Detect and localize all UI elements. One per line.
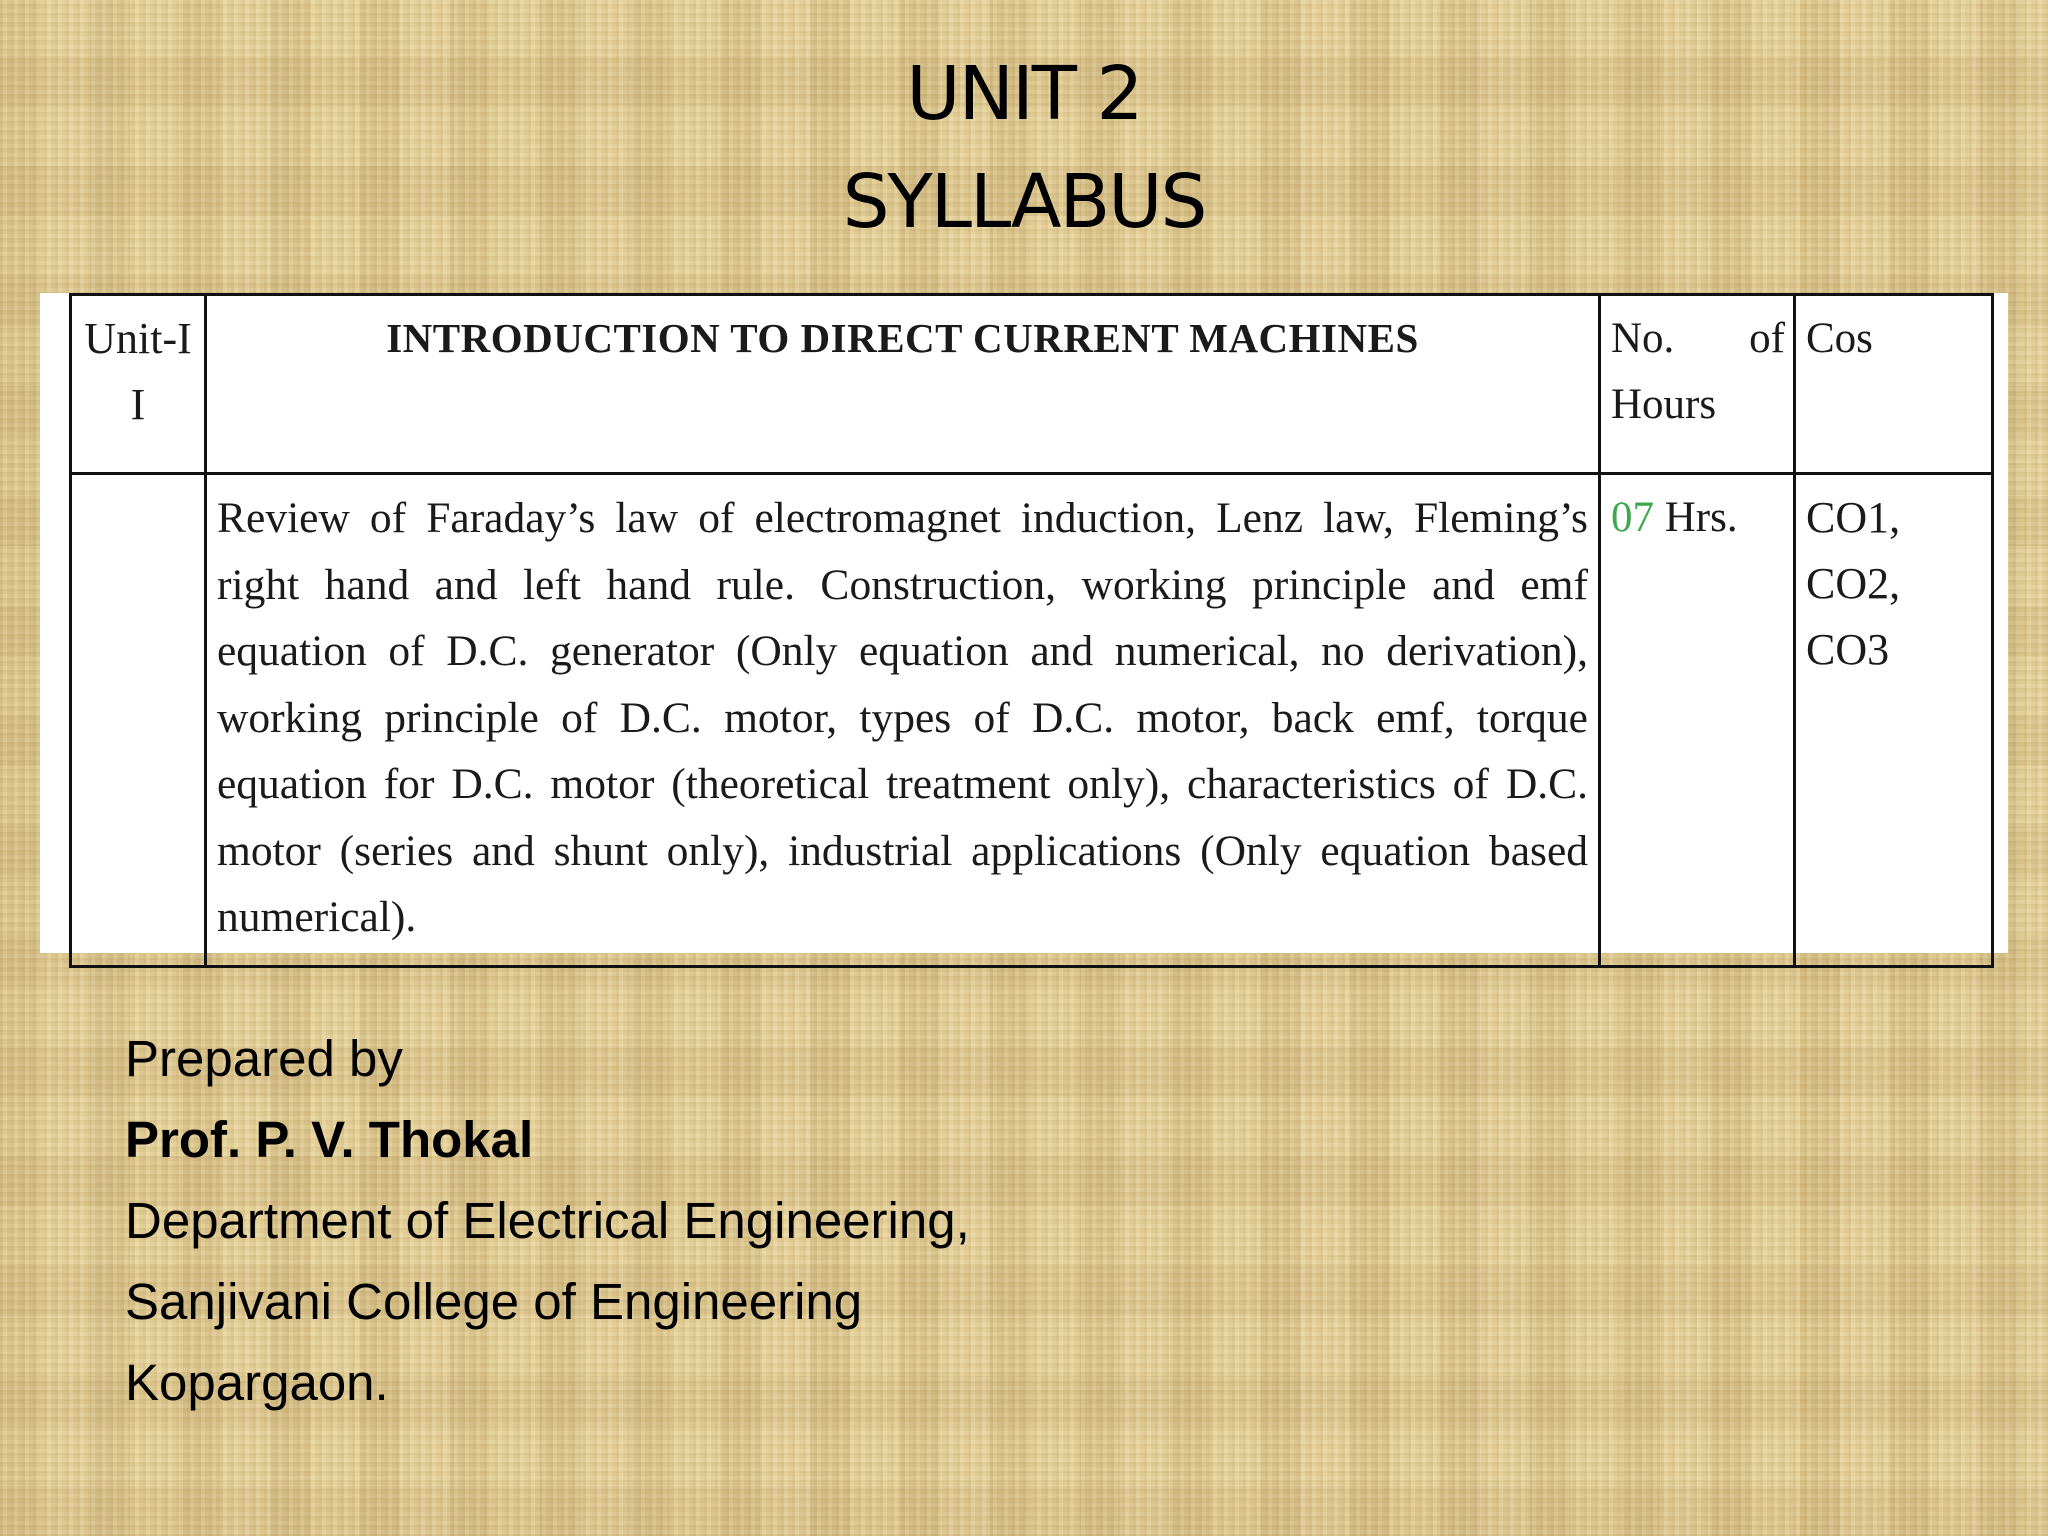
college-name: Sanjivani College of Engineering <box>125 1273 863 1330</box>
row-cos-item: CO3 <box>1806 625 1890 674</box>
header-hours-cell <box>1600 295 1795 474</box>
header-topic-cell <box>206 295 1600 474</box>
header-unit-label: Unit-II <box>84 314 192 429</box>
row-topic-cell <box>206 474 1600 967</box>
city-name: Kopargaon. <box>125 1354 389 1411</box>
slide-title <box>0 40 2048 256</box>
row-topic-text: Review of Faraday’s law of electromagnet induction, Lenz law, Fleming’s right hand and left hand rule. Construction, working principle and emf equation of D.C. generator (Only equation and numerical, no derivation), working principle of D.C. motor, types of D.C. motor, back emf, torque equation for D.C. motor (theoretical treatment only), characteristics of D.C. motor (series and shunt only), industrial applications (Only equation based numerical). <box>217 494 1588 941</box>
header-hours-line1: No. of <box>1611 315 1785 362</box>
header-hours-line2: Hours <box>1611 381 1717 428</box>
header-unit-cell <box>71 295 206 474</box>
header-topic-label: INTRODUCTION TO DIRECT CURRENT MACHINES <box>386 315 1419 361</box>
department-name: Department of Electrical Engineering, <box>125 1192 970 1249</box>
row-unit-cell <box>71 474 206 967</box>
title-line-unit: UNIT 2 <box>906 51 1142 137</box>
row-hours-cell <box>1600 474 1795 967</box>
header-cos-label: Cos <box>1806 315 1873 362</box>
author-name: Prof. P. V. Thokal <box>125 1111 534 1168</box>
row-hours-unit: Hrs. <box>1654 494 1738 541</box>
header-cos-cell <box>1795 295 1993 474</box>
syllabus-table-image <box>40 293 2008 953</box>
table-header-row <box>71 295 1993 474</box>
credits-block <box>125 1018 970 1423</box>
syllabus-table <box>69 293 1994 968</box>
row-cos-cell <box>1795 474 1993 967</box>
title-line-syllabus: SYLLABUS <box>842 159 1206 245</box>
table-row <box>71 474 1993 967</box>
row-cos-item: CO1, <box>1806 493 1901 542</box>
row-cos-item: CO2, <box>1806 559 1901 608</box>
prepared-by-label: Prepared by <box>125 1030 403 1087</box>
row-hours-value: 07 <box>1611 494 1654 541</box>
